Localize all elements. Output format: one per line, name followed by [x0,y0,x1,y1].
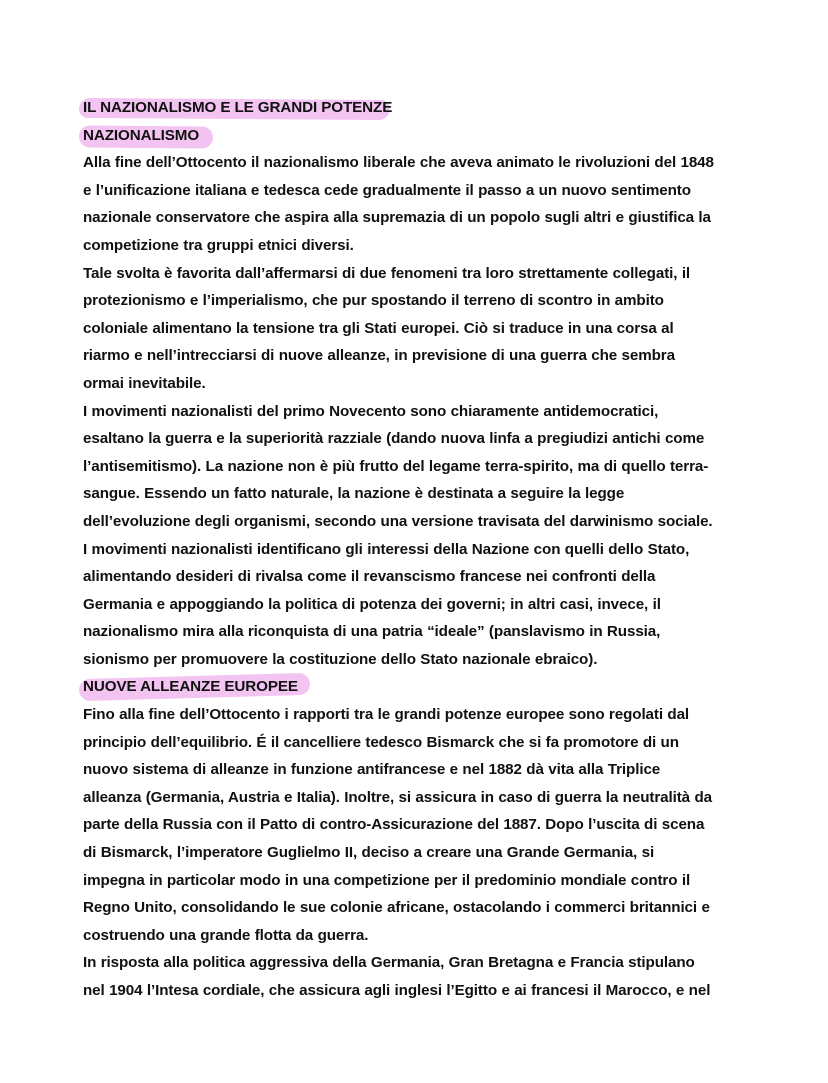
section-heading-row [83,122,763,150]
section-heading-text: NAZIONALISMO [83,126,200,144]
text-line: esaltano la guerra e la superiorità razziale (dando nuova linfa a pregiudizi antichi come [83,430,705,448]
text-line: sionismo per promuovere la costituzione dello Stato nazionale ebraico). [83,650,598,668]
text-line: I movimenti nazionalisti del primo Novecento sono chiaramente antidemocratici, [83,402,659,420]
text-line: e l’unificazione italiana e tedesca cede gradualmente il passo a un nuovo sentimento [83,181,691,199]
text-line: competizione tra gruppi etnici diversi. [83,236,354,254]
text-line: nuovo sistema di alleanze in funzione antifrancese e nel 1882 dà vita alla Triplice [83,761,661,779]
text-line: Tale svolta è favorita dall’affermarsi di due fenomeni tra loro strettamente collegati, il [83,264,691,282]
text-line: di Bismarck, l’imperatore Guglielmo II, deciso a creare una Grande Germania, si [83,844,655,862]
section-heading-text: NUOVE ALLEANZE EUROPEE [83,678,298,696]
paragraph [83,949,763,1004]
text-line: l’antisemitismo). La nazione non è più frutto del legame terra-spirito, ma di quello terra- [83,457,709,475]
section-nazionalismo [83,122,763,674]
text-line: nel 1904 l’Intesa cordiale, che assicura agli inglesi l’Egitto e ai francesi il Marocco, e nel [83,982,711,999]
paragraph [83,398,763,536]
section-heading-row [83,673,763,701]
text-line: Fino alla fine dell’Ottocento i rapporti tra le grandi potenze europee sono regolati dal [83,706,690,724]
paragraph [83,260,763,398]
text-line: ormai inevitabile. [83,374,206,392]
paragraph [83,536,763,674]
text-line: Germania e appoggiando la politica di potenza dei governi; in altri casi, invece, il [83,595,661,613]
document-body [83,94,763,1005]
text-line: riarmo e nell’intrecciarsi di nuove alleanze, in previsione di una guerra che sembra [83,347,675,365]
text-line: alleanza (Germania, Austria e Italia). Inoltre, si assicura in caso di guerra la neutralità da [83,788,712,806]
text-line: impegna in particolar modo in una competizione per il predominio mondiale contro il [83,871,691,889]
document-title-text: IL NAZIONALISMO E LE GRANDI POTENZE [83,99,393,116]
document-title-row [83,94,763,122]
paragraph [83,701,763,949]
text-line: dell’evoluzione degli organismi, secondo una versione travisata del darwinismo sociale. [83,512,713,530]
text-line: In risposta alla politica aggressiva della Germania, Gran Bretagna e Francia stipulano [83,954,695,972]
section-heading [83,673,298,701]
text-line: Alla fine dell’Ottocento il nazionalismo liberale che aveva animato le rivoluzioni del 1848 [83,154,714,172]
text-line: protezionismo e l’imperialismo, che pur spostando il terreno di scontro in ambito [83,292,664,310]
text-line: I movimenti nazionalisti identificano gli interessi della Nazione con quelli dello Stato, [83,540,690,558]
text-line: nazionalismo mira alla riconquista di una patria “ideale” (panslavismo in Russia, [83,623,661,641]
text-line: coloniale alimentano la tensione tra gli Stati europei. Ciò si traduce in una corsa al [83,319,674,337]
text-line: parte della Russia con il Patto di contro-Assicurazione del 1887. Dopo l’uscita di scena [83,816,705,834]
document-title [83,94,392,122]
text-line: principio dell’equilibrio. É il cancelliere tedesco Bismarck che si fa promotore di un [83,733,679,751]
section-nuove-alleanze [83,673,763,1004]
text-line: alimentando desideri di rivalsa come il revanscismo francese nei confronti della [83,568,656,586]
text-line: nazionale conservatore che aspira alla supremazia di un popolo sugli altri e giustifica la [83,209,711,227]
paragraph [83,149,763,259]
text-line: costruendo una grande flotta da guerra. [83,926,369,944]
text-line: sangue. Essendo un fatto naturale, la nazione è destinata a seguire la legge [83,485,625,503]
text-line: Regno Unito, consolidando le sue colonie africane, ostacolando i commerci britannici e [83,899,710,917]
section-heading [83,122,199,150]
